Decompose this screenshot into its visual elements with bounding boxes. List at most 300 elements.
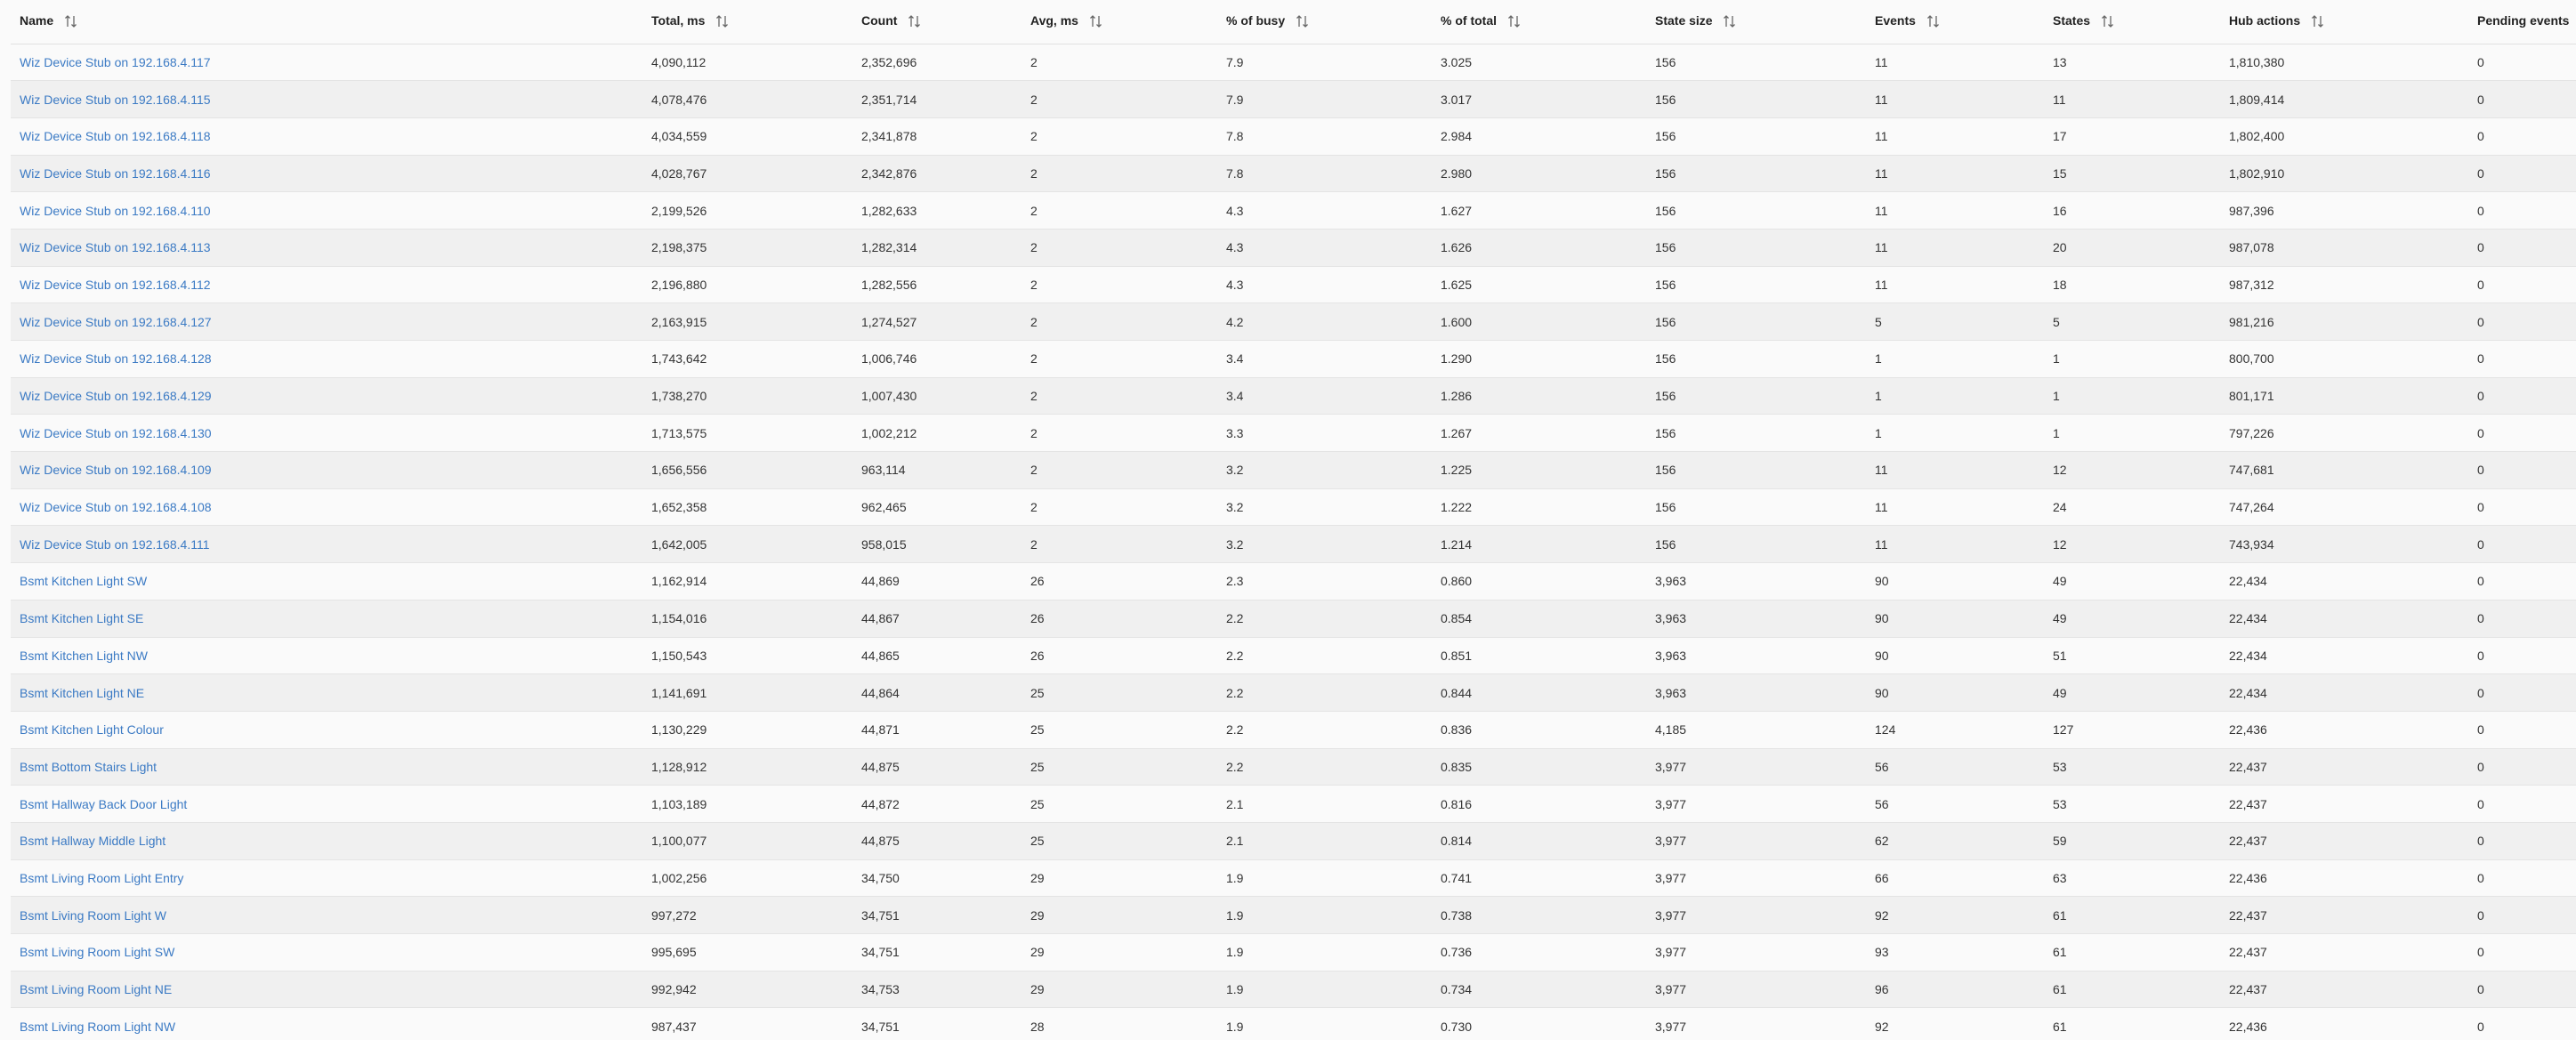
column-header-label: Pending events — [2477, 13, 2570, 28]
count-cell: 44,869 — [852, 563, 1022, 601]
total-ms-cell: 987,437 — [642, 1008, 852, 1040]
hub-actions-cell: 22,434 — [2220, 637, 2468, 674]
count-cell: 963,114 — [852, 452, 1022, 489]
total-ms-cell: 1,100,077 — [642, 822, 852, 859]
app-name-link[interactable]: Bsmt Living Room Light Entry — [20, 870, 184, 885]
events-cell: 11 — [1866, 81, 2044, 118]
of-total-cell: 0.816 — [1432, 786, 1646, 823]
total-ms-cell: 2,196,880 — [642, 266, 852, 303]
of-busy-cell: 1.9 — [1217, 897, 1432, 934]
table-row — [11, 266, 2576, 303]
name-cell — [11, 117, 642, 155]
events-cell: 11 — [1866, 117, 2044, 155]
total-ms-cell: 2,163,915 — [642, 303, 852, 341]
sort-arrows-icon[interactable] — [2101, 13, 2115, 29]
table-row — [11, 415, 2576, 452]
column-header-label: Avg, ms — [1030, 13, 1078, 28]
of-total-cell: 1.222 — [1432, 488, 1646, 526]
name-cell — [11, 229, 642, 266]
app-name-link[interactable]: Bsmt Kitchen Light NW — [20, 648, 148, 663]
table-row — [11, 822, 2576, 859]
column-header-label: Name — [20, 13, 54, 28]
table-row — [11, 452, 2576, 489]
events-cell: 11 — [1866, 44, 2044, 81]
states-cell: 127 — [2044, 711, 2220, 748]
total-ms-cell: 1,162,914 — [642, 563, 852, 601]
state-size-cell: 156 — [1646, 266, 1866, 303]
count-cell: 962,465 — [852, 488, 1022, 526]
total-ms-cell: 1,130,229 — [642, 711, 852, 748]
pending-events-cell: 0 — [2468, 786, 2576, 823]
column-header-count[interactable] — [852, 0, 1022, 44]
total-ms-cell: 1,150,543 — [642, 637, 852, 674]
of-busy-cell: 1.9 — [1217, 971, 1432, 1008]
events-cell: 1 — [1866, 341, 2044, 378]
column-header-label: Count — [861, 13, 898, 28]
app-name-link[interactable]: Wiz Device Stub on 192.168.4.130 — [20, 425, 212, 440]
of-busy-cell: 4.3 — [1217, 266, 1432, 303]
total-ms-cell: 2,199,526 — [642, 192, 852, 230]
total-ms-cell: 1,002,256 — [642, 859, 852, 897]
of-total-cell: 2.984 — [1432, 117, 1646, 155]
state-size-cell: 3,977 — [1646, 897, 1866, 934]
events-cell: 1 — [1866, 415, 2044, 452]
avg-ms-cell: 2 — [1022, 415, 1217, 452]
events-cell: 90 — [1866, 563, 2044, 601]
avg-ms-cell: 2 — [1022, 81, 1217, 118]
of-busy-cell: 1.9 — [1217, 934, 1432, 971]
avg-ms-cell: 2 — [1022, 192, 1217, 230]
state-size-cell: 3,963 — [1646, 563, 1866, 601]
states-cell: 17 — [2044, 117, 2220, 155]
state-size-cell: 156 — [1646, 192, 1866, 230]
app-name-link[interactable]: Bsmt Hallway Middle Light — [20, 834, 166, 849]
pending-events-cell: 0 — [2468, 415, 2576, 452]
hub-actions-cell: 22,434 — [2220, 674, 2468, 712]
states-cell: 51 — [2044, 637, 2220, 674]
sort-arrows-icon[interactable] — [715, 13, 730, 29]
states-cell: 11 — [2044, 81, 2220, 118]
column-header-label: Hub actions — [2229, 13, 2301, 28]
count-cell: 2,351,714 — [852, 81, 1022, 118]
pending-events-cell: 0 — [2468, 81, 2576, 118]
app-name-link[interactable]: Bsmt Hallway Back Door Light — [20, 796, 188, 811]
of-busy-cell: 4.2 — [1217, 303, 1432, 341]
app-stats-table-container — [11, 0, 2576, 1040]
pending-events-cell: 0 — [2468, 637, 2576, 674]
state-size-cell: 156 — [1646, 303, 1866, 341]
column-header-of-busy[interactable] — [1217, 0, 1432, 44]
pending-events-cell: 0 — [2468, 600, 2576, 637]
table-row — [11, 859, 2576, 897]
state-size-cell: 156 — [1646, 155, 1866, 192]
of-busy-cell: 3.2 — [1217, 488, 1432, 526]
app-name-link[interactable]: Bsmt Living Room Light W — [20, 907, 166, 923]
table-row — [11, 303, 2576, 341]
app-name-link[interactable]: Bsmt Kitchen Light SE — [20, 611, 144, 626]
table-row — [11, 674, 2576, 712]
avg-ms-cell: 2 — [1022, 377, 1217, 415]
column-header-total-ms[interactable] — [642, 0, 852, 44]
states-cell: 49 — [2044, 674, 2220, 712]
column-header-label: States — [2053, 13, 2091, 28]
count-cell: 1,282,633 — [852, 192, 1022, 230]
table-row — [11, 377, 2576, 415]
avg-ms-cell: 25 — [1022, 748, 1217, 786]
states-cell: 15 — [2044, 155, 2220, 192]
total-ms-cell: 997,272 — [642, 897, 852, 934]
events-cell: 96 — [1866, 971, 2044, 1008]
of-busy-cell: 3.4 — [1217, 341, 1432, 378]
pending-events-cell: 0 — [2468, 192, 2576, 230]
table-row — [11, 229, 2576, 266]
name-cell — [11, 303, 642, 341]
events-cell: 5 — [1866, 303, 2044, 341]
total-ms-cell: 4,028,767 — [642, 155, 852, 192]
state-size-cell: 3,977 — [1646, 859, 1866, 897]
of-total-cell: 3.025 — [1432, 44, 1646, 81]
app-name-link[interactable]: Bsmt Living Room Light NW — [20, 1019, 176, 1034]
name-cell — [11, 1008, 642, 1040]
states-cell: 18 — [2044, 266, 2220, 303]
pending-events-cell: 0 — [2468, 341, 2576, 378]
of-total-cell: 1.214 — [1432, 526, 1646, 563]
table-row — [11, 117, 2576, 155]
events-cell: 93 — [1866, 934, 2044, 971]
table-row — [11, 563, 2576, 601]
hub-actions-cell: 22,437 — [2220, 786, 2468, 823]
table-row — [11, 44, 2576, 81]
of-total-cell: 0.741 — [1432, 859, 1646, 897]
app-name-link[interactable]: Wiz Device Stub on 192.168.4.117 — [20, 54, 211, 69]
avg-ms-cell: 2 — [1022, 452, 1217, 489]
name-cell — [11, 155, 642, 192]
events-cell: 56 — [1866, 786, 2044, 823]
total-ms-cell: 2,198,375 — [642, 229, 852, 266]
app-name-link[interactable]: Wiz Device Stub on 192.168.4.128 — [20, 351, 212, 367]
avg-ms-cell: 29 — [1022, 897, 1217, 934]
app-name-link[interactable]: Bsmt Kitchen Light NE — [20, 685, 145, 700]
states-cell: 12 — [2044, 452, 2220, 489]
app-name-link[interactable]: Wiz Device Stub on 192.168.4.118 — [20, 129, 211, 144]
of-busy-cell: 3.3 — [1217, 415, 1432, 452]
hub-actions-cell: 1,809,414 — [2220, 81, 2468, 118]
of-total-cell: 0.730 — [1432, 1008, 1646, 1040]
app-name-link[interactable]: Wiz Device Stub on 192.168.4.115 — [20, 92, 211, 107]
of-busy-cell: 2.3 — [1217, 563, 1432, 601]
sort-arrows-icon[interactable] — [1507, 13, 1522, 29]
events-cell: 90 — [1866, 637, 2044, 674]
hub-actions-cell: 747,264 — [2220, 488, 2468, 526]
of-busy-cell: 2.2 — [1217, 748, 1432, 786]
states-cell: 20 — [2044, 229, 2220, 266]
events-cell: 62 — [1866, 822, 2044, 859]
avg-ms-cell: 2 — [1022, 117, 1217, 155]
table-row — [11, 341, 2576, 378]
avg-ms-cell: 29 — [1022, 971, 1217, 1008]
name-cell — [11, 897, 642, 934]
sort-arrows-icon[interactable] — [1926, 13, 1941, 29]
sort-arrows-icon[interactable] — [1723, 13, 1737, 29]
pending-events-cell: 0 — [2468, 266, 2576, 303]
table-row — [11, 81, 2576, 118]
pending-events-cell: 0 — [2468, 859, 2576, 897]
hub-actions-cell: 22,436 — [2220, 1008, 2468, 1040]
hub-actions-cell: 801,171 — [2220, 377, 2468, 415]
states-cell: 1 — [2044, 415, 2220, 452]
states-cell: 12 — [2044, 526, 2220, 563]
avg-ms-cell: 26 — [1022, 637, 1217, 674]
app-name-link[interactable]: Wiz Device Stub on 192.168.4.109 — [20, 463, 212, 478]
pending-events-cell: 0 — [2468, 897, 2576, 934]
hub-actions-cell: 800,700 — [2220, 341, 2468, 378]
avg-ms-cell: 2 — [1022, 229, 1217, 266]
events-cell: 11 — [1866, 155, 2044, 192]
hub-actions-cell: 22,434 — [2220, 563, 2468, 601]
of-busy-cell: 4.3 — [1217, 229, 1432, 266]
of-total-cell: 1.290 — [1432, 341, 1646, 378]
state-size-cell: 3,977 — [1646, 786, 1866, 823]
states-cell: 13 — [2044, 44, 2220, 81]
of-total-cell: 1.600 — [1432, 303, 1646, 341]
sort-arrows-icon[interactable] — [1089, 13, 1103, 29]
states-cell: 61 — [2044, 897, 2220, 934]
table-row — [11, 637, 2576, 674]
of-busy-cell: 7.9 — [1217, 81, 1432, 118]
column-header-avg-ms[interactable] — [1022, 0, 1217, 44]
name-cell — [11, 81, 642, 118]
table-row — [11, 526, 2576, 563]
app-name-link[interactable]: Wiz Device Stub on 192.168.4.127 — [20, 314, 212, 329]
app-name-link[interactable]: Wiz Device Stub on 192.168.4.108 — [20, 500, 212, 515]
sort-arrows-icon[interactable] — [908, 13, 922, 29]
total-ms-cell: 4,078,476 — [642, 81, 852, 118]
pending-events-cell: 0 — [2468, 155, 2576, 192]
hub-actions-cell: 22,437 — [2220, 897, 2468, 934]
column-header-events[interactable] — [1866, 0, 2044, 44]
of-total-cell: 0.736 — [1432, 934, 1646, 971]
sort-arrows-icon[interactable] — [2311, 13, 2325, 29]
name-cell — [11, 600, 642, 637]
count-cell: 1,002,212 — [852, 415, 1022, 452]
name-cell — [11, 192, 642, 230]
column-header-hub-actions[interactable] — [2220, 0, 2468, 44]
hub-actions-cell: 1,810,380 — [2220, 44, 2468, 81]
of-total-cell: 1.286 — [1432, 377, 1646, 415]
pending-events-cell: 0 — [2468, 711, 2576, 748]
name-cell — [11, 674, 642, 712]
states-cell: 59 — [2044, 822, 2220, 859]
of-busy-cell: 2.1 — [1217, 822, 1432, 859]
of-total-cell: 0.738 — [1432, 897, 1646, 934]
table-row — [11, 192, 2576, 230]
header-row — [11, 0, 2576, 44]
table-row — [11, 1008, 2576, 1040]
events-cell: 90 — [1866, 600, 2044, 637]
avg-ms-cell: 2 — [1022, 155, 1217, 192]
of-busy-cell: 3.4 — [1217, 377, 1432, 415]
total-ms-cell: 1,656,556 — [642, 452, 852, 489]
pending-events-cell: 0 — [2468, 748, 2576, 786]
app-name-link[interactable]: Wiz Device Stub on 192.168.4.116 — [20, 165, 211, 181]
app-name-link[interactable]: Wiz Device Stub on 192.168.4.112 — [20, 277, 211, 292]
of-busy-cell: 7.9 — [1217, 44, 1432, 81]
of-busy-cell: 7.8 — [1217, 117, 1432, 155]
app-name-link[interactable]: Wiz Device Stub on 192.168.4.113 — [20, 240, 211, 255]
name-cell — [11, 563, 642, 601]
count-cell: 1,282,314 — [852, 229, 1022, 266]
of-total-cell: 0.734 — [1432, 971, 1646, 1008]
pending-events-cell: 0 — [2468, 822, 2576, 859]
events-cell: 92 — [1866, 897, 2044, 934]
table-row — [11, 748, 2576, 786]
events-cell: 11 — [1866, 266, 2044, 303]
hub-actions-cell: 22,437 — [2220, 748, 2468, 786]
of-total-cell: 3.017 — [1432, 81, 1646, 118]
events-cell: 11 — [1866, 229, 2044, 266]
total-ms-cell: 1,652,358 — [642, 488, 852, 526]
count-cell: 44,875 — [852, 748, 1022, 786]
total-ms-cell: 1,713,575 — [642, 415, 852, 452]
count-cell: 44,865 — [852, 637, 1022, 674]
column-header-pending-events[interactable] — [2468, 0, 2576, 44]
of-total-cell: 1.625 — [1432, 266, 1646, 303]
pending-events-cell: 0 — [2468, 674, 2576, 712]
app-stats-table — [11, 0, 2576, 1040]
pending-events-cell: 0 — [2468, 117, 2576, 155]
name-cell — [11, 748, 642, 786]
avg-ms-cell: 25 — [1022, 674, 1217, 712]
of-total-cell: 0.851 — [1432, 637, 1646, 674]
total-ms-cell: 1,743,642 — [642, 341, 852, 378]
total-ms-cell: 1,103,189 — [642, 786, 852, 823]
app-name-link[interactable]: Bsmt Bottom Stairs Light — [20, 759, 157, 774]
count-cell: 1,282,556 — [852, 266, 1022, 303]
events-cell: 66 — [1866, 859, 2044, 897]
states-cell: 53 — [2044, 748, 2220, 786]
of-total-cell: 0.860 — [1432, 563, 1646, 601]
avg-ms-cell: 25 — [1022, 786, 1217, 823]
hub-actions-cell: 1,802,400 — [2220, 117, 2468, 155]
table-body — [11, 44, 2576, 1040]
count-cell: 958,015 — [852, 526, 1022, 563]
avg-ms-cell: 29 — [1022, 934, 1217, 971]
column-header-states[interactable] — [2044, 0, 2220, 44]
states-cell: 61 — [2044, 971, 2220, 1008]
states-cell: 61 — [2044, 934, 2220, 971]
of-busy-cell: 1.9 — [1217, 859, 1432, 897]
of-total-cell: 2.980 — [1432, 155, 1646, 192]
pending-events-cell: 0 — [2468, 229, 2576, 266]
column-header-state-size[interactable] — [1646, 0, 1866, 44]
app-name-link[interactable]: Wiz Device Stub on 192.168.4.110 — [20, 203, 211, 218]
count-cell: 44,867 — [852, 600, 1022, 637]
avg-ms-cell: 26 — [1022, 600, 1217, 637]
name-cell — [11, 452, 642, 489]
states-cell: 24 — [2044, 488, 2220, 526]
state-size-cell: 156 — [1646, 229, 1866, 266]
hub-actions-cell: 22,437 — [2220, 971, 2468, 1008]
avg-ms-cell: 28 — [1022, 1008, 1217, 1040]
avg-ms-cell: 26 — [1022, 563, 1217, 601]
app-name-link[interactable]: Bsmt Kitchen Light Colour — [20, 722, 164, 738]
total-ms-cell: 1,141,691 — [642, 674, 852, 712]
sort-arrows-icon[interactable] — [1296, 13, 1310, 29]
count-cell: 2,342,876 — [852, 155, 1022, 192]
state-size-cell: 156 — [1646, 117, 1866, 155]
count-cell: 2,352,696 — [852, 44, 1022, 81]
count-cell: 44,864 — [852, 674, 1022, 712]
of-busy-cell: 4.3 — [1217, 192, 1432, 230]
app-name-link[interactable]: Bsmt Living Room Light NE — [20, 982, 173, 997]
name-cell — [11, 971, 642, 1008]
name-cell — [11, 859, 642, 897]
state-size-cell: 3,963 — [1646, 600, 1866, 637]
count-cell: 34,751 — [852, 897, 1022, 934]
avg-ms-cell: 25 — [1022, 822, 1217, 859]
app-name-link[interactable]: Bsmt Living Room Light SW — [20, 945, 175, 960]
table-row — [11, 934, 2576, 971]
avg-ms-cell: 2 — [1022, 526, 1217, 563]
states-cell: 61 — [2044, 1008, 2220, 1040]
state-size-cell: 3,977 — [1646, 971, 1866, 1008]
app-name-link[interactable]: Bsmt Kitchen Light SW — [20, 574, 148, 589]
total-ms-cell: 1,642,005 — [642, 526, 852, 563]
of-total-cell: 0.844 — [1432, 674, 1646, 712]
count-cell: 34,751 — [852, 934, 1022, 971]
pending-events-cell: 0 — [2468, 971, 2576, 1008]
of-total-cell: 0.835 — [1432, 748, 1646, 786]
pending-events-cell: 0 — [2468, 934, 2576, 971]
of-busy-cell: 1.9 — [1217, 1008, 1432, 1040]
app-name-link[interactable]: Wiz Device Stub on 192.168.4.111 — [20, 536, 210, 552]
table-row — [11, 971, 2576, 1008]
column-header-label: % of busy — [1226, 13, 1286, 28]
states-cell: 49 — [2044, 600, 2220, 637]
count-cell: 34,753 — [852, 971, 1022, 1008]
hub-actions-cell: 797,226 — [2220, 415, 2468, 452]
hub-actions-cell: 1,802,910 — [2220, 155, 2468, 192]
app-name-link[interactable]: Wiz Device Stub on 192.168.4.129 — [20, 389, 212, 404]
of-busy-cell: 2.2 — [1217, 637, 1432, 674]
of-total-cell: 1.626 — [1432, 229, 1646, 266]
events-cell: 92 — [1866, 1008, 2044, 1040]
pending-events-cell: 0 — [2468, 1008, 2576, 1040]
avg-ms-cell: 2 — [1022, 303, 1217, 341]
total-ms-cell: 1,154,016 — [642, 600, 852, 637]
states-cell: 5 — [2044, 303, 2220, 341]
of-total-cell: 1.225 — [1432, 452, 1646, 489]
table-row — [11, 711, 2576, 748]
column-header-name[interactable] — [11, 0, 642, 44]
of-busy-cell: 2.1 — [1217, 786, 1432, 823]
state-size-cell: 3,963 — [1646, 674, 1866, 712]
state-size-cell: 3,977 — [1646, 1008, 1866, 1040]
count-cell: 34,750 — [852, 859, 1022, 897]
name-cell — [11, 822, 642, 859]
column-header-of-total[interactable] — [1432, 0, 1646, 44]
events-cell: 11 — [1866, 192, 2044, 230]
name-cell — [11, 637, 642, 674]
pending-events-cell: 0 — [2468, 488, 2576, 526]
state-size-cell: 3,977 — [1646, 748, 1866, 786]
name-cell — [11, 415, 642, 452]
state-size-cell: 156 — [1646, 488, 1866, 526]
pending-events-cell: 0 — [2468, 526, 2576, 563]
of-total-cell: 0.854 — [1432, 600, 1646, 637]
count-cell: 34,751 — [852, 1008, 1022, 1040]
sort-arrows-icon[interactable] — [64, 13, 78, 29]
